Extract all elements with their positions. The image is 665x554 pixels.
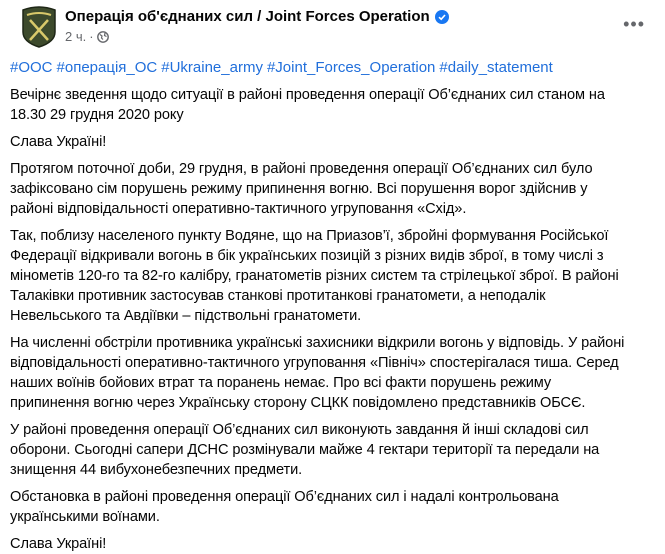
- post-paragraph: [10, 85, 665, 125]
- paragraph-line: районі відповідальності оперативно-тактичного угруповання «Схід».: [10, 201, 467, 217]
- paragraph-line: Слава Україні!: [10, 134, 107, 150]
- paragraph-line: Так, поблизу населеного пункту Водяне, що на Приазов’ї, збройні формування Російської: [10, 228, 609, 244]
- post-body: [10, 85, 665, 554]
- paragraph-line: На численні обстріли противника українські захисники відкрили вогонь у відповідь. У районі: [10, 335, 625, 351]
- globe-icon: [97, 31, 109, 43]
- paragraph-line: 18.30 29 грудня 2020 року: [10, 107, 184, 123]
- post-paragraph: [10, 420, 665, 480]
- paragraph-line: відповідальності оперативно-тактичного угруповання «Північ» спостерігалася тиша. Серед: [10, 355, 619, 371]
- post-meta: [65, 29, 109, 44]
- page-name-link[interactable]: [65, 8, 449, 25]
- paragraph-line: У районі проведення операції Об’єднаних сил виконують завдання й інші складові сил: [10, 422, 589, 438]
- paragraph-line: Федерації відкривали вогонь в бік українських позицій з різних видів зброї, в тому числі з: [10, 248, 604, 264]
- paragraph-line: Вечірнє зведення щодо ситуації в районі проведення операції Об’єднаних сил станом на: [10, 87, 605, 103]
- paragraph-line: Невельського та Авдіївки – підствольні гранатомети.: [10, 308, 362, 324]
- paragraph-line: Протягом поточної доби, 29 грудня, в районі проведення операції Об’єднаних сил було: [10, 161, 593, 177]
- post-paragraph: [10, 159, 665, 219]
- hashtags: [10, 58, 665, 78]
- post-paragraph: [10, 487, 665, 527]
- paragraph-line: Слава Україні!: [10, 536, 107, 552]
- post-paragraph: [10, 534, 665, 554]
- post-header: [10, 0, 665, 52]
- hashtag-link[interactable]: #Ukraine_army: [161, 59, 263, 76]
- post-time-link[interactable]: 2 ч.: [65, 29, 87, 44]
- paragraph-line: знищення 44 вибухонебезпечних предмети.: [10, 462, 303, 478]
- hashtag-link[interactable]: #daily_statement: [439, 59, 553, 76]
- post-paragraph: [10, 226, 665, 326]
- page-avatar[interactable]: [20, 6, 58, 48]
- page-name[interactable]: Операція об'єднаних сил / Joint Forces Operation: [65, 8, 430, 25]
- post-paragraph: [10, 333, 665, 413]
- paragraph-line: українськими воїнами.: [10, 509, 160, 525]
- hashtag-link[interactable]: #Joint_Forces_Operation: [266, 59, 436, 76]
- post-paragraph: [10, 132, 665, 152]
- verified-badge-icon: [435, 10, 449, 24]
- paragraph-line: Обстановка в районі проведення операції Об’єднаних сил і надалі контрольована: [10, 489, 559, 505]
- paragraph-line: наших воїнів бойових втрат та поранень немає. Про всі факти порушень режиму: [10, 375, 552, 391]
- paragraph-line: припинення вогню через Українську сторону СЦКК повідомлено представників ОБСЄ.: [10, 395, 586, 411]
- paragraph-line: Талаківки противник застосував станкові протитанкові гранатомети, а неподалік: [10, 288, 546, 304]
- hashtag-link[interactable]: #операція_ОС: [56, 59, 158, 76]
- separator: ·: [89, 29, 94, 44]
- more-options-button[interactable]: •••: [623, 14, 645, 34]
- paragraph-line: зафіксовано сім порушень режиму припинення вогню. Всі порушення ворог здійснив у: [10, 181, 588, 197]
- paragraph-line: мінометів 120-го та 82-го калібру, гранатометів різних систем та стрілецької зброї. В районі: [10, 268, 619, 284]
- hashtag-link[interactable]: #ООС: [10, 59, 53, 76]
- paragraph-line: оборони. Сьогодні сапери ДСНС розмінували майже 4 гектари території та передали на: [10, 442, 600, 458]
